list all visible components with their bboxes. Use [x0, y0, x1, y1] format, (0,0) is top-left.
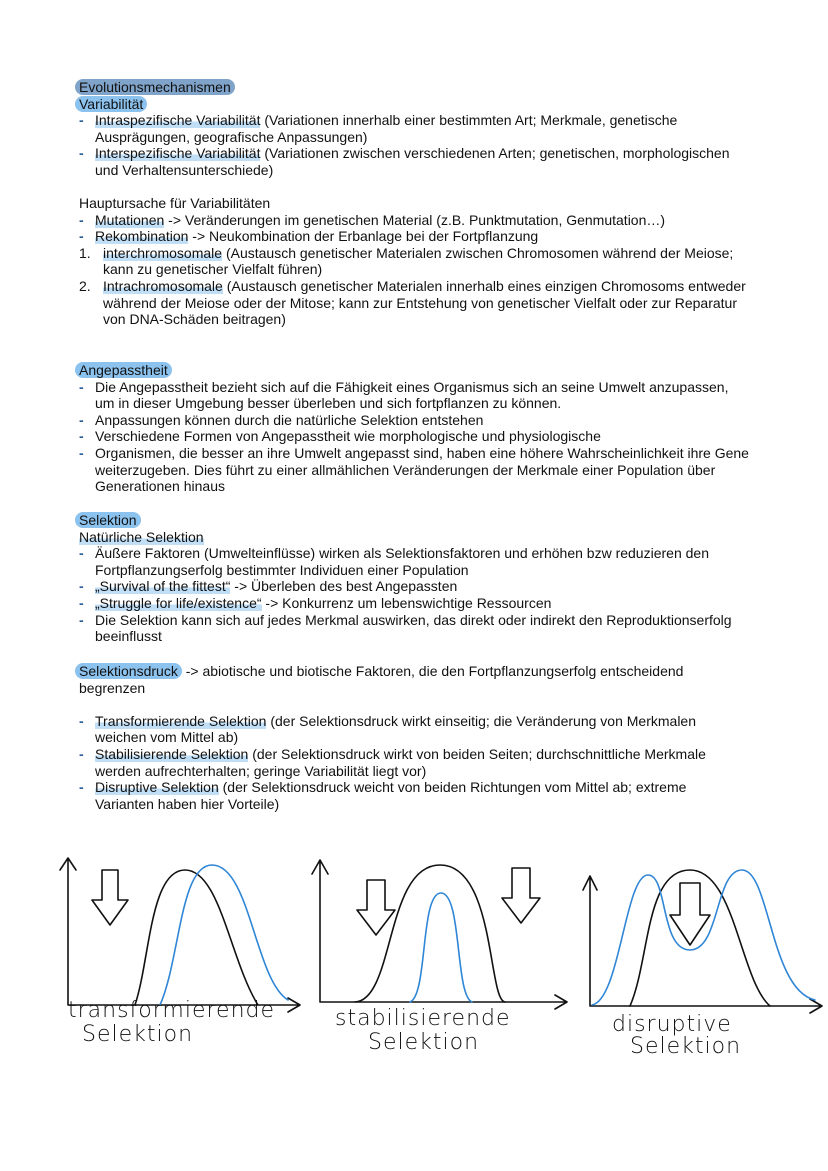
bullet: - [79, 428, 84, 445]
diagram-label: Selektion [82, 1022, 194, 1047]
item-text: -> abiotische und biotische Faktoren, die den Fortpflanzungserfolg entscheidend begrenzen [79, 663, 684, 696]
diagram-label: Selektion [368, 1030, 480, 1055]
bullet: - [79, 145, 84, 162]
item-text: (der Selektionsdruck wirkt einseitig; die Veränderung von Merkmalen weichen vom Mittel ab) [95, 712, 696, 746]
subheading-natuerliche-selektion: Natürliche Selektion [79, 528, 204, 545]
term: Disruptive Selektion [95, 779, 219, 796]
item-text: (Variationen zwischen verschiedenen Arten; genetischen, morphologischen und Verhaltensunterschiede) [95, 145, 730, 178]
term: Selektionsdruck [75, 663, 182, 679]
selection-arrow-icon [357, 880, 395, 935]
curve-after [410, 893, 472, 1002]
bullet: - [79, 545, 84, 562]
bullet: - [79, 594, 84, 611]
item-text: -> Veränderungen im genetischen Material (z.B. Punktmutation, Genmutation…) [164, 211, 666, 228]
item-text: (der Selektionsdruck weicht von beiden Richtungen vom Mittel ab; extreme Varianten haben hier Vorteile) [95, 779, 687, 812]
bullet: - [79, 211, 84, 228]
bullet: - [79, 228, 84, 245]
term: Intraspezifische Variabilität [95, 112, 261, 129]
heading-angepasstheit: Angepasstheit [75, 362, 172, 378]
term: Intrachromosomale [103, 277, 223, 294]
item-text: -> Konkurrenz um lebenswichtige Ressourcen [261, 594, 552, 611]
item-text: Anpassungen können durch die natürliche Selektion entstehen [95, 411, 484, 428]
diagram-stabilisierend [312, 860, 567, 1009]
axes [60, 858, 300, 1012]
number: 1. [79, 244, 91, 261]
item-text: -> Neukombination der Erbanlage bei der Fortpflanzung [188, 228, 539, 245]
bullet: - [79, 444, 84, 461]
selection-arrow-icon [502, 868, 540, 923]
diagram-label: transformierende [68, 998, 276, 1023]
axes [312, 860, 567, 1009]
term: interchromosomale [103, 244, 223, 261]
selection-arrow-icon [92, 870, 128, 925]
curve-after [160, 865, 288, 1005]
diagram-label: disruptive [612, 1012, 732, 1037]
term: Interspezifische Variabilität [95, 145, 261, 162]
item-text: Die Selektion kann sich auf jedes Merkmal auswirken, das direkt oder indirekt den Reproduktionserfolg beeinflusst [95, 611, 732, 645]
item-text: (der Selektionsdruck wirkt von beiden Seiten; durchschnittliche Merkmale werden aufrechterhalten; geringe Variabilität liegt vor) [95, 745, 706, 779]
item-text: Die Angepasstheit bezieht sich auf die Fähigkeit eines Organismus sich an seine Umwelt anzupassen, um in dieser Umgebung besser überleben und sich fortpflanzen zu können. [95, 378, 729, 412]
selection-arrow-icon [670, 883, 710, 945]
diagram-label: Selektion [630, 1034, 742, 1059]
item-text: (Austausch genetischer Materialen innerhalb eines einzigen Chromosoms entweder während der Meiose oder der Mitose; kann zur Entstehung von genetischer Vielfalt oder zur Reparatur von DNA-Schäden beitragen) [103, 277, 746, 328]
term: „Survival of the fittest“ [95, 578, 231, 595]
term: „Struggle for life/existence“ [95, 594, 262, 611]
bullet: - [79, 578, 84, 595]
page-title: Evolutionsmechanismen [75, 79, 235, 95]
number: 2. [79, 277, 91, 294]
term: Rekombination [95, 228, 189, 245]
heading-variabilitaet: Variabilität [75, 96, 147, 112]
bullet: - [79, 745, 84, 762]
item-text: Verschiedene Formen von Angepasstheit wie morphologische und physiologische [95, 428, 601, 445]
item-text: Organismen, die besser an ihre Umwelt angepasst sind, haben eine höhere Wahrscheinlichkeit ihre Gene weiterzugeben. Dies führt zu einer allmählichen Veränderungen der Merkmale einer Population über Generationen hinaus [95, 444, 749, 495]
heading-selektion: Selektion [75, 512, 141, 528]
item-text: -> Überleben des best Angepassten [230, 578, 458, 595]
bullet: - [79, 712, 84, 729]
curve-after [592, 870, 815, 1005]
bullet: - [79, 411, 84, 428]
bullet: - [79, 779, 84, 796]
diagram-transformierend [60, 858, 300, 1012]
bullet: - [79, 378, 84, 395]
bullet: - [79, 112, 84, 129]
item-text: (Austausch genetischer Materialen zwischen Chromosomen während der Meiose; kann zu genetischer Vielfalt führen) [103, 244, 734, 278]
item-text: Äußere Faktoren (Umwelteinflüsse) wirken als Selektionsfaktoren und erhöhen bzw reduzieren den Fortpflanzungserfolg bestimmter Individuen einer Population [95, 545, 709, 578]
term: Mutationen [95, 211, 165, 228]
bullet: - [79, 611, 84, 628]
term: Stabilisierende Selektion [95, 745, 249, 762]
diagram-label: stabilisierende [335, 1006, 511, 1031]
diagram-disruptiv [583, 870, 822, 1013]
item-text: (Variationen innerhalb einer bestimmten Art; Merkmale, genetische Ausprägungen, geografische Anpassungen) [95, 112, 678, 145]
term: Transformierende Selektion [95, 712, 267, 729]
heading-hauptursache: Hauptursache für Variabilitäten [79, 195, 271, 211]
